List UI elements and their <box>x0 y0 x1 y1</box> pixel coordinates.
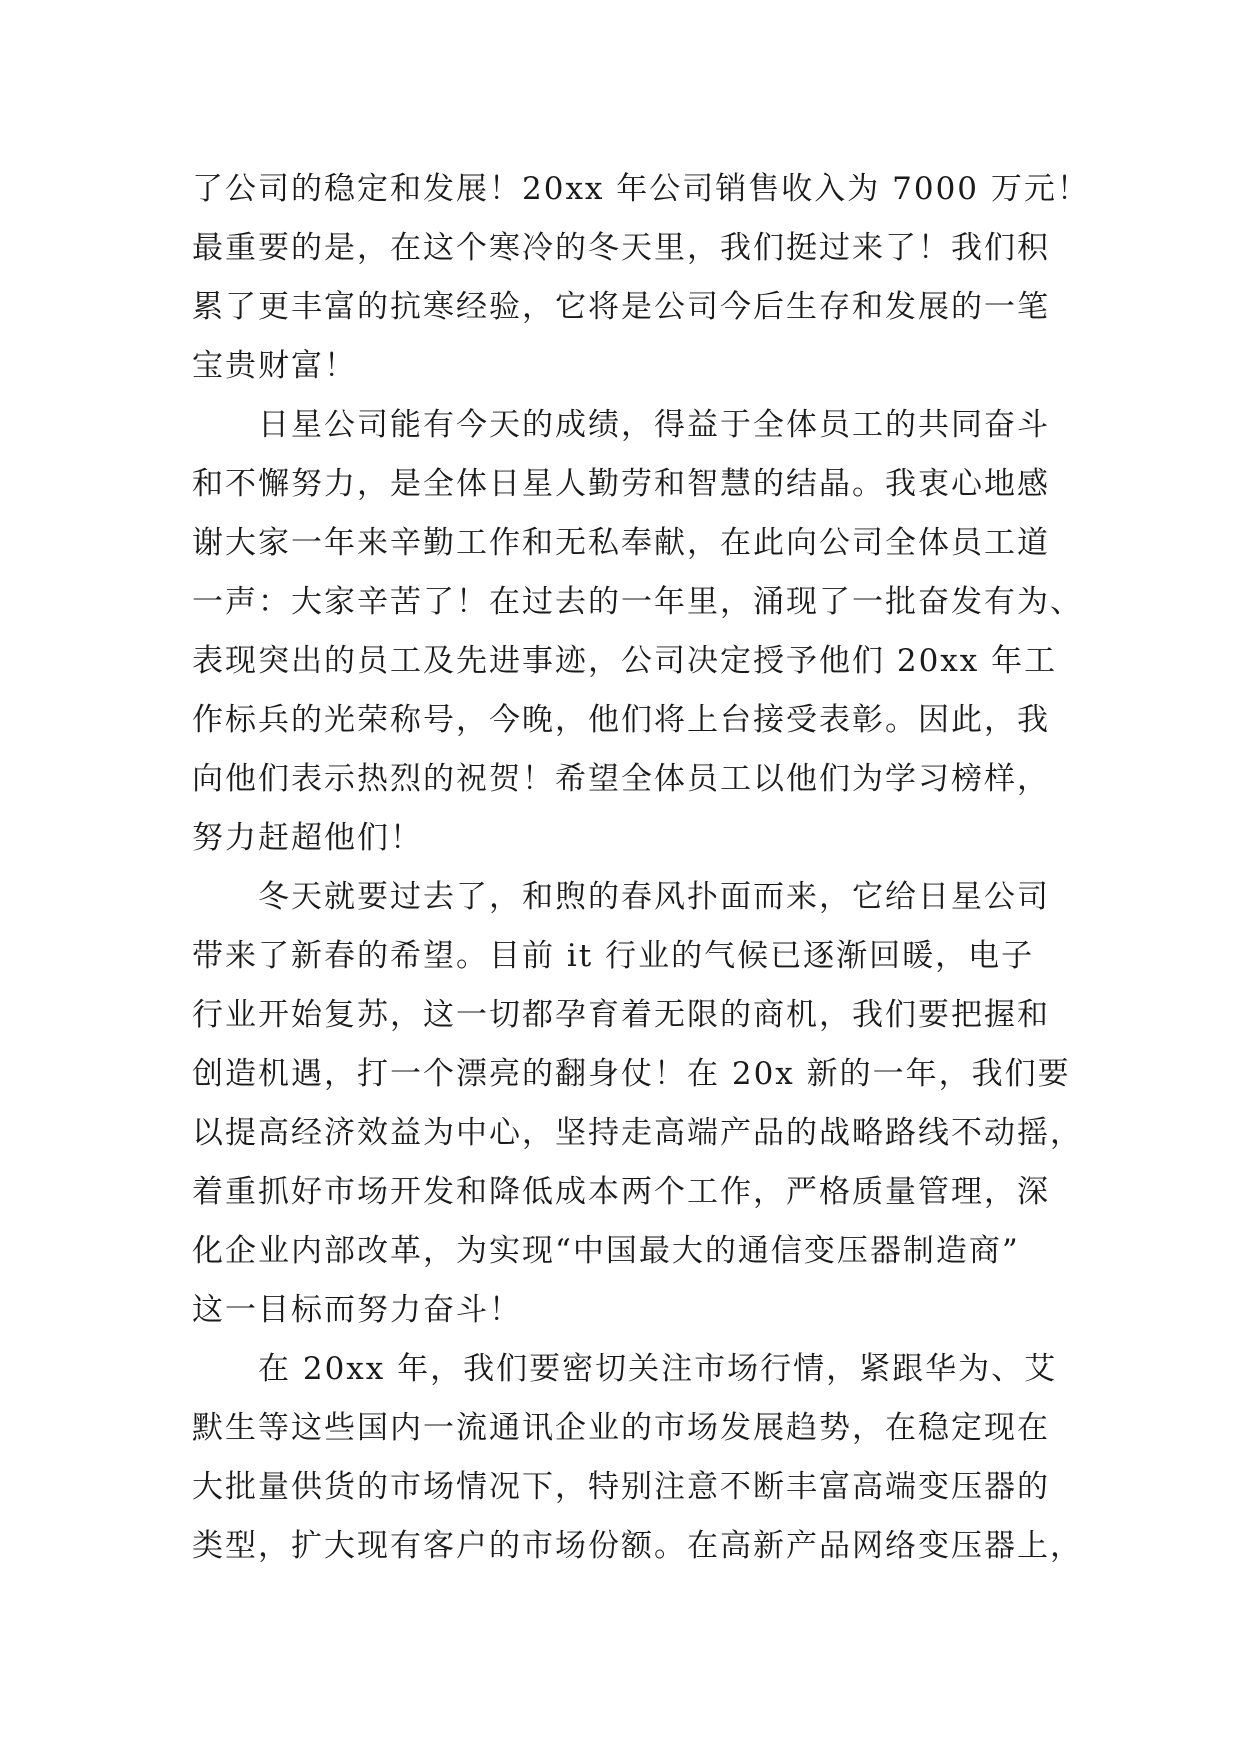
text-line: 化企业内部改革，为实现“中国最大的通信变压器制造商” <box>192 1233 1020 1269</box>
text-line: 以提高经济效益为中心，坚持走高端产品的战略路线不动摇， <box>192 1115 1083 1151</box>
text-line: 这一目标而努力奋斗！ <box>192 1292 522 1328</box>
text-line: 冬天就要过去了，和煦的春风扑面而来，它给日星公司 <box>258 879 1050 915</box>
text-line: 和不懈努力，是全体日星人勤劳和智慧的结晶。我衷心地感 <box>192 466 1050 502</box>
text-line: 大批量供货的市场情况下，特别注意不断丰富高端变压器的 <box>192 1469 1050 1505</box>
text-line: 创造机遇，打一个漂亮的翻身仗！在 20x 新的一年，我们要 <box>192 1056 1071 1092</box>
text-line: 一声：大家辛苦了！在过去的一年里，涌现了一批奋发有为、 <box>192 584 1083 620</box>
text-line: 行业开始复苏，这一切都孕育着无限的商机，我们要把握和 <box>192 997 1050 1033</box>
text-line: 带来了新春的希望。目前 it 行业的气候已逐渐回暖，电子 <box>192 938 1035 974</box>
text-line: 作标兵的光荣称号，今晚，他们将上台接受表彰。因此，我 <box>192 702 1050 738</box>
text-line: 类型，扩大现有客户的市场份额。在高新产品网络变压器上， <box>192 1528 1083 1564</box>
text-line: 着重抓好市场开发和降低成本两个工作，严格质量管理，深 <box>192 1174 1050 1210</box>
text-line: 谢大家一年来辛勤工作和无私奉献，在此向公司全体员工道 <box>192 525 1050 561</box>
text-line: 宝贵财富！ <box>192 348 357 384</box>
text-line: 累了更丰富的抗寒经验，它将是公司今后生存和发展的一笔 <box>192 289 1050 325</box>
text-line: 了公司的稳定和发展！20xx 年公司销售收入为 7000 万元！ <box>192 171 1090 207</box>
text-line: 努力赶超他们！ <box>192 820 423 856</box>
text-line: 在 20xx 年，我们要密切关注市场行情，紧跟华为、艾 <box>258 1351 1058 1387</box>
text-line: 默生等这些国内一流通讯企业的市场发展趋势，在稳定现在 <box>192 1410 1050 1446</box>
text-line: 表现突出的员工及先进事迹，公司决定授予他们 20xx 年工 <box>192 643 1058 679</box>
text-line: 日星公司能有今天的成绩，得益于全体员工的共同奋斗 <box>258 407 1050 443</box>
text-line: 最重要的是，在这个寒冷的冬天里，我们挺过来了！我们积 <box>192 230 1050 266</box>
document-body <box>192 160 1090 1576</box>
text-line: 向他们表示热烈的祝贺！希望全体员工以他们为学习榜样， <box>192 761 1050 797</box>
